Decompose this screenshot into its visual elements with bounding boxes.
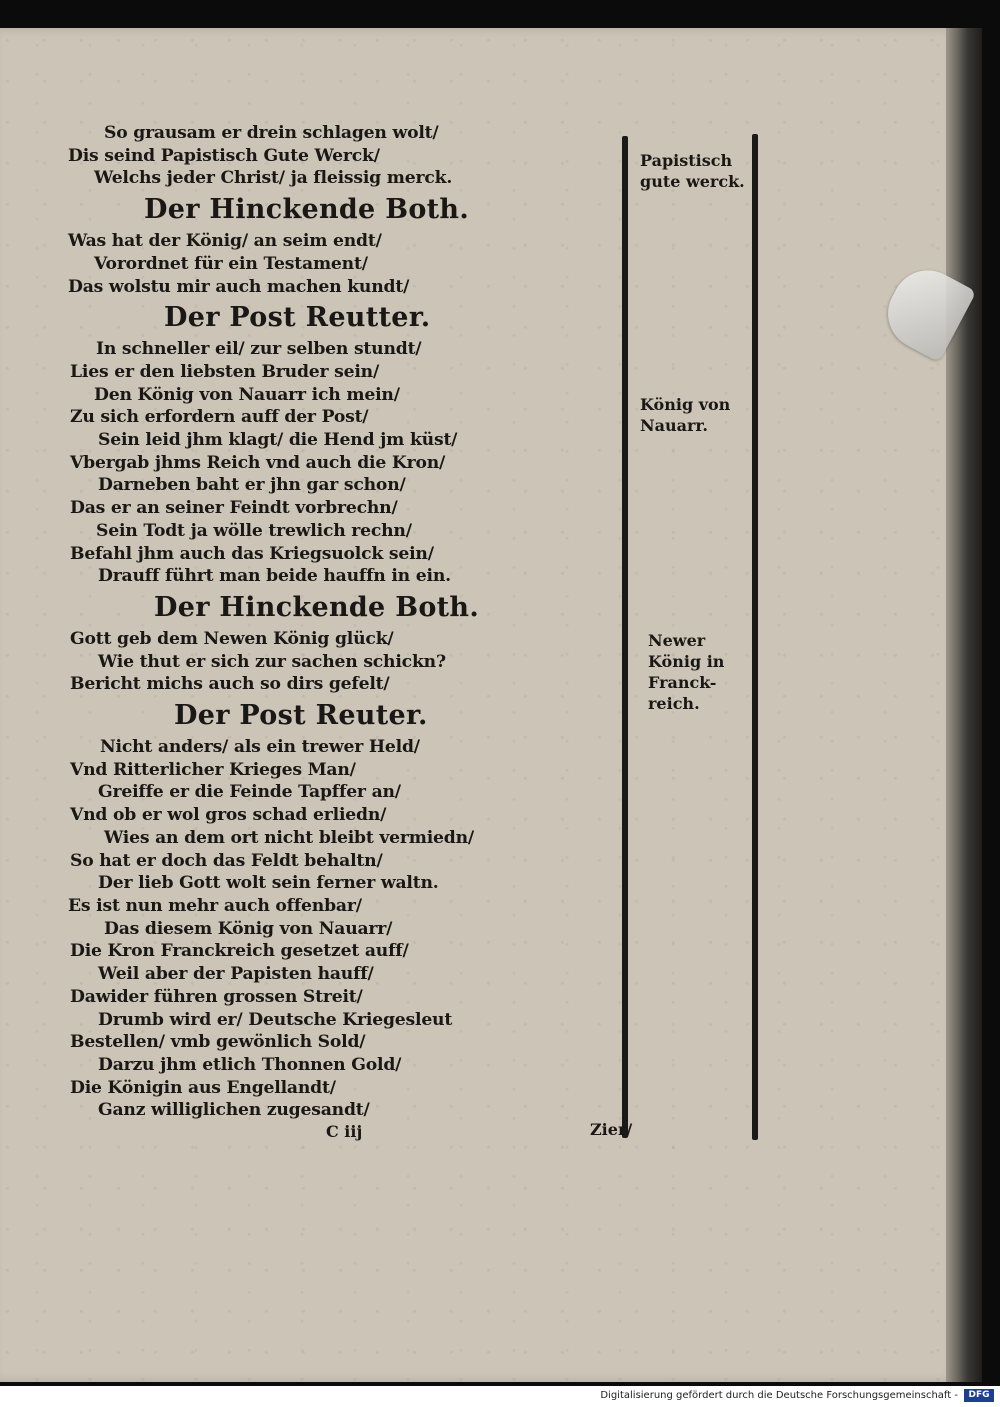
verse-line: Den König von Nauarr ich mein/ bbox=[94, 384, 400, 405]
verse-line: Weil aber der Papisten hauff/ bbox=[98, 964, 374, 985]
verse-line: Sein leid jhm klagt/ die Hend jm küst/ bbox=[98, 430, 458, 451]
verse-line: Sein Todt ja wölle trewlich rechn/ bbox=[96, 520, 412, 541]
verse-line: Drumb wird er/ Deutsche Kriegesleut bbox=[98, 1009, 453, 1030]
verse-line: Bericht michs auch so dirs gefelt/ bbox=[70, 674, 390, 695]
footer-funding-text: Digitalisierung gefördert durch die Deutsche Forschungsgemeinschaft - bbox=[600, 1390, 958, 1401]
verse-line: Drauff führt man beide hauffn in ein. bbox=[98, 566, 451, 587]
verse-line: Bestellen/ vmb gewönlich Sold/ bbox=[70, 1032, 366, 1053]
verse-line: Die Kron Franckreich gesetzet auff/ bbox=[70, 941, 409, 962]
margin-rule-left bbox=[622, 136, 628, 1138]
speaker-heading: Der Hinckende Both. bbox=[144, 194, 470, 226]
verse-line: Greiffe er die Feinde Tapffer an/ bbox=[98, 782, 401, 803]
margin-note-line: König von bbox=[640, 395, 731, 414]
verse-line: Dis seind Papistisch Gute Werck/ bbox=[68, 145, 380, 166]
margin-note-line: Nauarr. bbox=[640, 416, 708, 435]
verse-line: Das diesem König von Nauarr/ bbox=[104, 918, 393, 939]
margin-note-line: gute werck. bbox=[640, 172, 745, 191]
verse-line: Darneben baht er jhn gar schon/ bbox=[98, 475, 406, 496]
verse-line: Was hat der König/ an seim endt/ bbox=[68, 231, 382, 252]
verse-line: Die Königin aus Engellandt/ bbox=[70, 1077, 336, 1098]
footer-bar bbox=[0, 1386, 1000, 1407]
verse-line: Der lieb Gott wolt sein ferner waltn. bbox=[98, 873, 439, 894]
verse-line: Zu sich erfordern auff der Post/ bbox=[70, 407, 369, 428]
verse-line: Befahl jhm auch das Kriegsuolck sein/ bbox=[70, 543, 434, 564]
margin-note-koenig-nauarr bbox=[640, 394, 730, 436]
speaker-heading: Der Post Reuter. bbox=[174, 700, 428, 732]
margin-rule-right bbox=[752, 134, 758, 1140]
catchword: Zier/ bbox=[590, 1120, 633, 1139]
margin-note-line: Newer bbox=[648, 631, 706, 650]
book-binding-edge bbox=[946, 28, 982, 1382]
verse-line: Das er an seiner Feindt vorbrechn/ bbox=[70, 498, 398, 519]
verse-line: Wies an dem ort nicht bleibt vermiedn/ bbox=[104, 827, 474, 848]
verse-line: Vbergab jhms Reich vnd auch die Kron/ bbox=[70, 452, 446, 473]
verse-line: Nicht anders/ als ein trewer Held/ bbox=[100, 737, 420, 758]
signature-mark: C iij bbox=[326, 1122, 363, 1141]
verse-line: Vnd Ritterlicher Krieges Man/ bbox=[70, 759, 356, 780]
margin-note-line: reich. bbox=[648, 694, 700, 713]
verse-line: Wie thut er sich zur sachen schickn? bbox=[98, 651, 446, 672]
verse-line: Dawider führen grossen Streit/ bbox=[70, 986, 363, 1007]
verse-line: Es ist nun mehr auch offenbar/ bbox=[68, 895, 362, 916]
verse-line: In schneller eil/ zur selben stundt/ bbox=[96, 339, 422, 360]
margin-note-line: Papistisch bbox=[640, 151, 733, 170]
verse-line: So grausam er drein schlagen wolt/ bbox=[104, 123, 439, 143]
verse-line: Ganz williglichen zugesandt/ bbox=[98, 1100, 370, 1121]
speaker-heading: Der Hinckende Both. bbox=[154, 591, 480, 623]
dfg-logo: DFG bbox=[964, 1389, 994, 1402]
verse-line: So hat er doch das Feldt behaltn/ bbox=[70, 850, 383, 871]
margin-note-newer-koenig bbox=[648, 630, 724, 714]
verse-line: Welchs jeder Christ/ ja fleissig merck. bbox=[94, 168, 453, 189]
speaker-heading: Der Post Reutter. bbox=[164, 302, 431, 334]
verse-line: Das wolstu mir auch machen kundt/ bbox=[68, 276, 410, 297]
verse-line: Lies er den liebsten Bruder sein/ bbox=[70, 361, 380, 382]
verse-line: Vnd ob er wol gros schad erliedn/ bbox=[70, 805, 387, 826]
verse-line: Darzu jhm etlich Thonnen Gold/ bbox=[98, 1054, 402, 1075]
verse-line: Gott geb dem Newen König glück/ bbox=[70, 628, 394, 649]
margin-note-papistisch bbox=[640, 150, 745, 192]
verse-line: Vorordnet für ein Testament/ bbox=[94, 253, 368, 274]
verse-text-block bbox=[64, 122, 564, 1122]
margin-note-line: König in bbox=[648, 652, 725, 671]
margin-note-line: Franck- bbox=[648, 673, 717, 692]
